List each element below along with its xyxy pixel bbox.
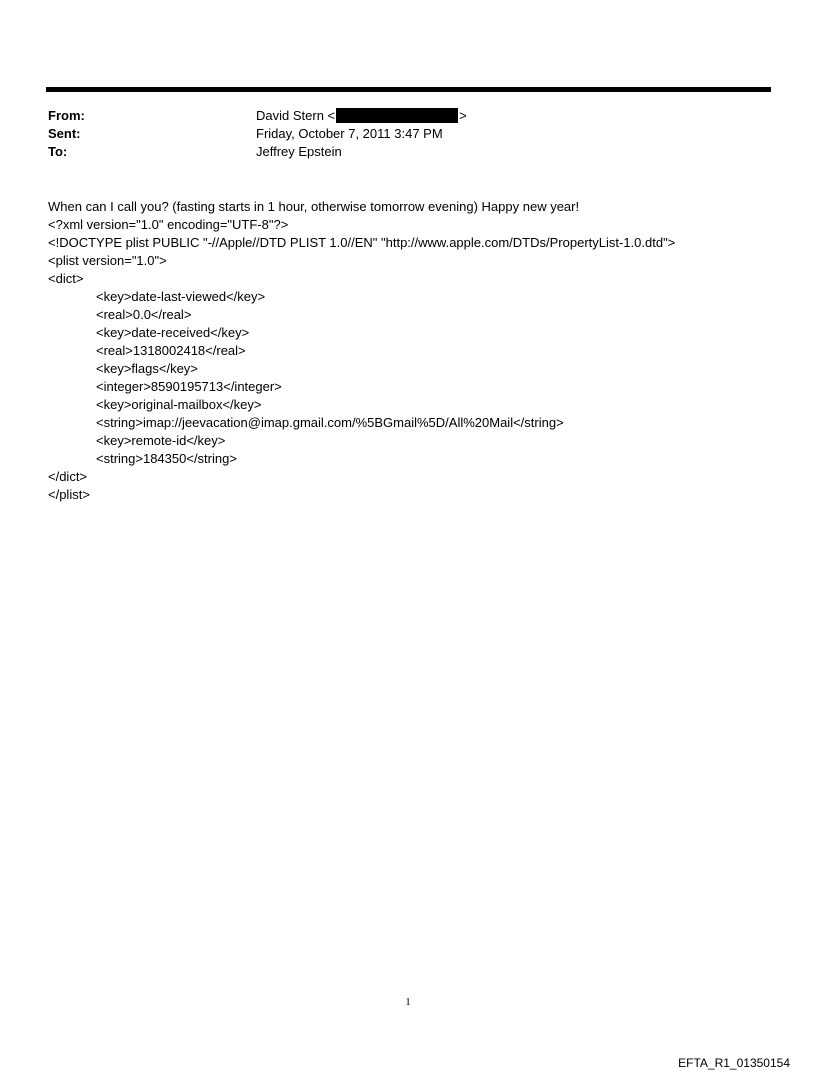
from-close: > xyxy=(459,108,467,123)
dict-entry-line: <key>remote-id</key> xyxy=(96,433,226,448)
from-label: From: xyxy=(48,108,85,123)
dict-entry-line: <real>1318002418</real> xyxy=(96,343,246,358)
dict-entry-line: <string>184350</string> xyxy=(96,451,237,466)
bates-number: EFTA_R1_01350154 xyxy=(678,1056,790,1070)
sent-label: Sent: xyxy=(48,126,81,141)
dict-entry-line: <real>0.0</real> xyxy=(96,307,192,322)
redaction-block xyxy=(336,108,458,123)
to-value: Jeffrey Epstein xyxy=(256,144,342,159)
dict-entry-line: <integer>8590195713</integer> xyxy=(96,379,282,394)
plist-open: <plist version="1.0"> xyxy=(48,253,167,268)
from-name: David Stern < xyxy=(256,108,336,123)
dict-entry-line: <string>imap://jeevacation@imap.gmail.com/%5BGmail%5D/All%20Mail</string> xyxy=(96,415,564,430)
doctype-line: <!DOCTYPE plist PUBLIC "-//Apple//DTD PLIST 1.0//EN" "http://www.apple.com/DTDs/PropertyList-1.0.dtd"> xyxy=(48,235,676,250)
dict-entry-line: <key>date-last-viewed</key> xyxy=(96,289,266,304)
dict-entry-line: <key>original-mailbox</key> xyxy=(96,397,262,412)
dict-open: <dict> xyxy=(48,271,84,286)
from-value xyxy=(256,107,467,125)
to-label: To: xyxy=(48,144,68,159)
email-body xyxy=(48,198,788,504)
page-number: 1 xyxy=(405,996,411,1008)
sent-row xyxy=(48,125,748,143)
dict-entry-line: <key>date-received</key> xyxy=(96,325,250,340)
xml-declaration: <?xml version="1.0" encoding="UTF-8"?> xyxy=(48,217,289,232)
sent-value: Friday, October 7, 2011 3:47 PM xyxy=(256,126,443,141)
to-row xyxy=(48,143,748,161)
header-divider xyxy=(46,87,771,92)
message-line: When can I call you? (fasting starts in 1 hour, otherwise tomorrow evening) Happy new year! xyxy=(48,199,580,214)
from-row xyxy=(48,107,748,125)
plist-close: </plist> xyxy=(48,487,90,502)
dict-entry-line: <key>flags</key> xyxy=(96,361,198,376)
dict-close: </dict> xyxy=(48,469,88,484)
